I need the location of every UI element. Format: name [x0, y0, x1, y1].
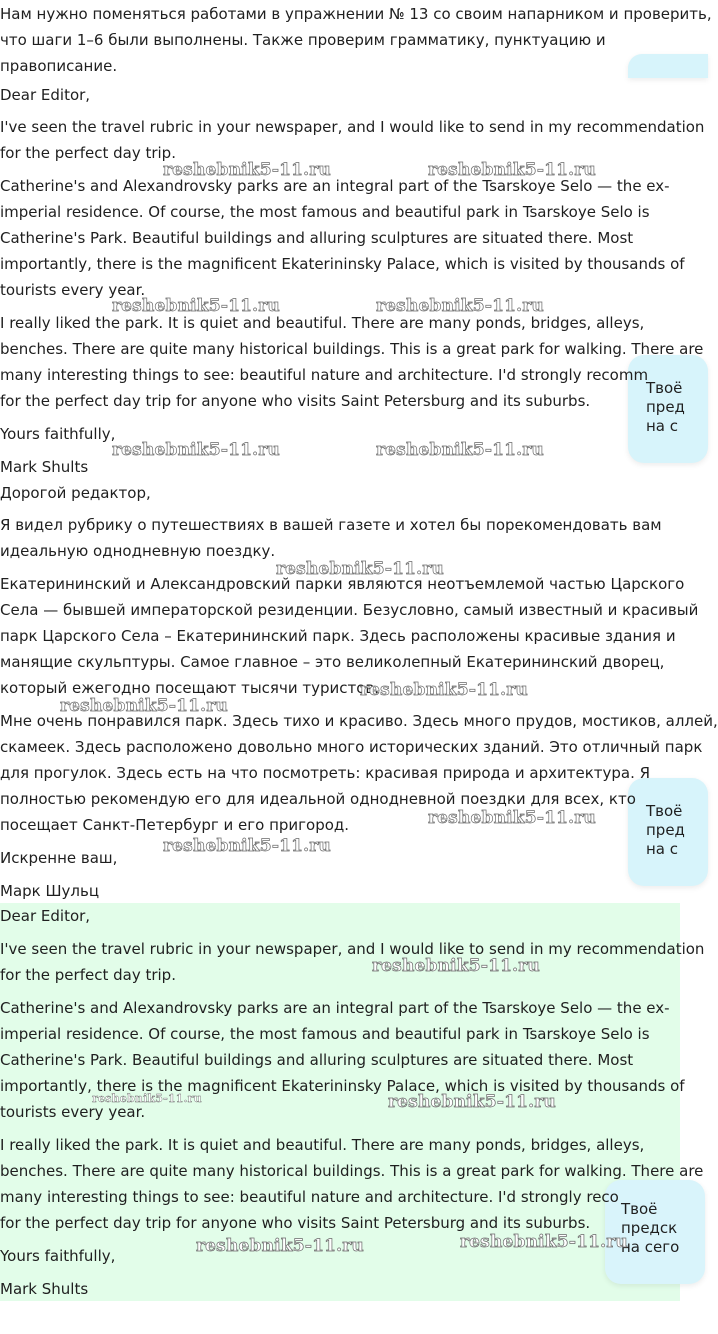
watermark: reshebnik5-11.ru: [276, 559, 444, 579]
letter-line: посещает Санкт-Петербург и его пригород.: [0, 816, 350, 834]
letter-line: many interesting things to see: beautiful nature and architecture. I'd strongly reco: [0, 1188, 619, 1206]
letter-line: Catherine's Park. Beautiful buildings and alluring sculptures are situated there. Most: [0, 1051, 634, 1069]
letter-line: importantly, there is the magnificent Ekaterininsky Palace, which is visited by thousands of: [0, 1077, 685, 1095]
side-card-line: Твоё: [621, 1200, 658, 1218]
letter-line: полностью рекомендую его для идеальной однодневной поездки для всех, кто: [0, 790, 636, 808]
watermark: reshebnik5-11.ru: [376, 440, 544, 460]
letter-line: many interesting things to see: beautiful nature and architecture. I'd strongly recomm: [0, 366, 649, 384]
side-card-line: на с: [646, 840, 679, 858]
letter-line: tourists every year.: [0, 1103, 146, 1121]
letter-line: I really liked the park. It is quiet and beautiful. There are many ponds, bridges, alleys,: [0, 314, 645, 332]
letter-greeting: Dear Editor,: [0, 86, 91, 104]
watermark: reshebnik5-11.ru: [372, 956, 540, 976]
task-line: что шаги 1–6 были выполнены. Также проверим грамматику, пунктуацию и: [0, 31, 606, 49]
letter-line: tourists every year.: [0, 281, 146, 299]
watermark: reshebnik5-11.ru: [112, 296, 280, 316]
letter-line: for the perfect day trip for anyone who visits Saint Petersburg and its suburbs.: [0, 392, 591, 410]
letter-line: I've seen the travel rubric in your newspaper, and I would like to send in my recommendation: [0, 118, 705, 136]
letter-line: for the perfect day trip.: [0, 966, 176, 984]
task-line: Нам нужно поменяться работами в упражнении № 13 со своим напарником и проверить,: [0, 5, 712, 23]
letter-line: I really liked the park. It is quiet and beautiful. There are many ponds, bridges, alleys,: [0, 1136, 645, 1154]
watermark: reshebnik5-11.ru: [92, 1092, 202, 1105]
letter-line: Я видел рубрику о путешествиях в вашей газете и хотел бы порекомендовать вам: [0, 516, 662, 534]
letter-closing: Искренне ваш,: [0, 849, 118, 867]
side-card-line: на с: [646, 417, 679, 435]
letter-line: benches. There are quite many historical buildings. This is a great park for walking. There are: [0, 1162, 704, 1180]
letter-line: скамеек. Здесь расположено довольно много исторических зданий. Это отличный парк: [0, 738, 703, 756]
side-card-line: пред: [646, 821, 685, 839]
letter-line: imperial residence. Of course, the most famous and beautiful park in Tsarskoye Selo is: [0, 203, 650, 221]
letter-greeting: Дорогой редактор,: [0, 484, 151, 502]
letter-line: Catherine's Park. Beautiful buildings and alluring sculptures are situated there. Most: [0, 229, 634, 247]
task-line: правописание.: [0, 57, 118, 75]
letter-line: Мне очень понравился парк. Здесь тихо и красиво. Здесь много прудов, мостиков, аллей,: [0, 712, 718, 730]
letter-line: Catherine's and Alexandrovsky parks are an integral part of the Tsarskoye Selo — the ex-: [0, 177, 670, 195]
letter-closing: Yours faithfully,: [0, 425, 116, 443]
letter-closing: Yours faithfully,: [0, 1247, 116, 1265]
letter-line: for the perfect day trip for anyone who visits Saint Petersburg and its suburbs.: [0, 1214, 591, 1232]
side-card-line: Твоё: [646, 379, 683, 397]
letter-line: Села — бывшей императорской резиденции. Безусловно, самый известный и красивый: [0, 601, 699, 619]
watermark: reshebnik5-11.ru: [460, 1232, 628, 1252]
letter-line: importantly, there is the magnificent Ekaterininsky Palace, which is visited by thousands of: [0, 255, 685, 273]
side-card-line: предск: [621, 1219, 678, 1237]
watermark: reshebnik5-11.ru: [428, 160, 596, 180]
letter-signature: Mark Shults: [0, 1280, 89, 1298]
side-card-line: на сего: [621, 1238, 680, 1256]
watermark: reshebnik5-11.ru: [163, 836, 331, 856]
letter-signature: Марк Шульц: [0, 882, 100, 900]
letter-line: манящие скульптуры. Самое главное – это великолепный Екатерининский дворец,: [0, 653, 665, 671]
letter-line: for the perfect day trip.: [0, 144, 176, 162]
watermark: reshebnik5-11.ru: [360, 680, 528, 700]
watermark: reshebnik5-11.ru: [428, 808, 596, 828]
side-card-line: пред: [646, 398, 685, 416]
letter-line: Catherine's and Alexandrovsky parks are an integral part of the Tsarskoye Selo — the ex-: [0, 999, 670, 1017]
letter-line: imperial residence. Of course, the most famous and beautiful park in Tsarskoye Selo is: [0, 1025, 650, 1043]
letter-line: для прогулок. Здесь есть на что посмотреть: красивая природа и архитектура. Я: [0, 764, 651, 782]
watermark: reshebnik5-11.ru: [196, 1236, 364, 1256]
watermark: reshebnik5-11.ru: [163, 160, 331, 180]
letter-line: benches. There are quite many historical buildings. This is a great park for walking. There are: [0, 340, 704, 358]
letter-line: Екатерининский и Александровский парки являются неотъемлемой частью Царского: [0, 575, 685, 593]
letter-greeting: Dear Editor,: [0, 907, 91, 925]
watermark: reshebnik5-11.ru: [60, 696, 228, 716]
watermark: reshebnik5-11.ru: [388, 1092, 556, 1112]
letter-signature: Mark Shults: [0, 458, 89, 476]
letter-line: который ежегодно посещают тысячи туристов.: [0, 679, 379, 697]
watermark: reshebnik5-11.ru: [112, 440, 280, 460]
letter-line: I've seen the travel rubric in your newspaper, and I would like to send in my recommendation: [0, 940, 705, 958]
letter-line: идеальную однодневную поездку.: [0, 542, 276, 560]
letter-line: парк Царского Села – Екатерининский парк. Здесь расположены красивые здания и: [0, 627, 676, 645]
watermark: reshebnik5-11.ru: [376, 296, 544, 316]
side-card-line: Твоё: [646, 802, 683, 820]
